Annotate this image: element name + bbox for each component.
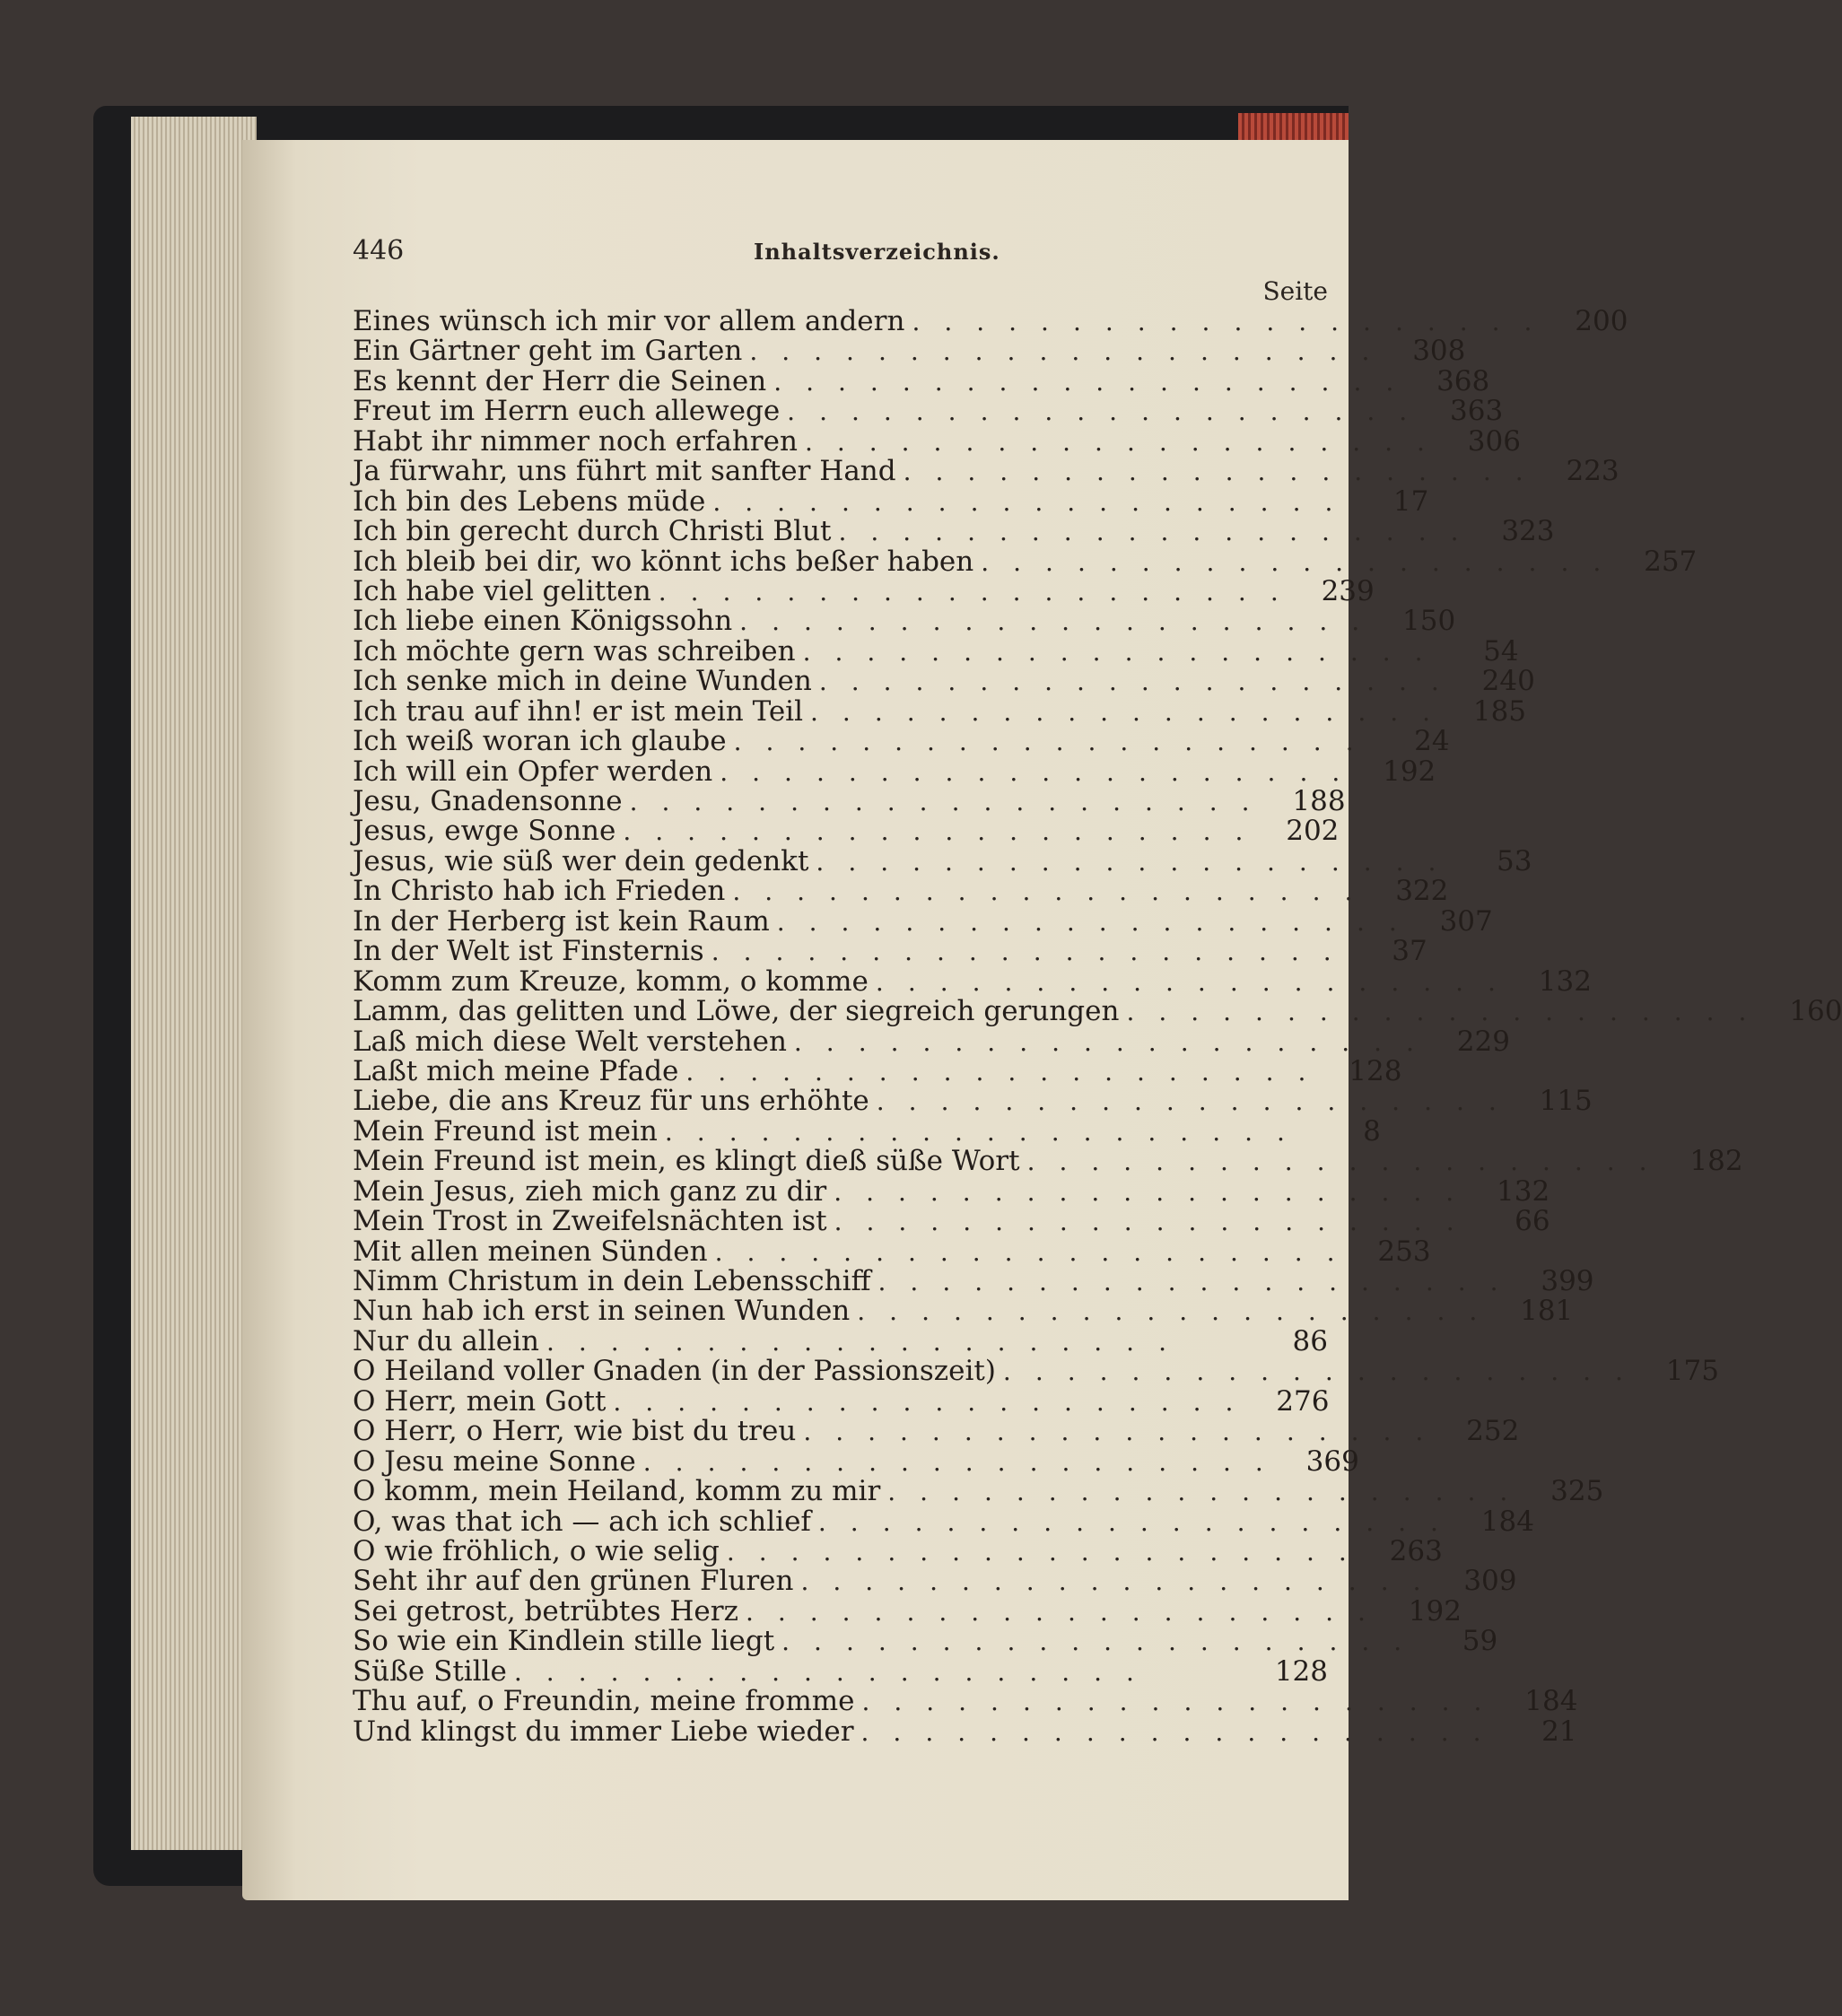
toc-entry-title: Jesus, ewge Sonne	[353, 815, 616, 848]
toc-entry-page: 21	[1541, 1715, 1577, 1748]
toc-entry	[353, 1295, 1574, 1328]
dot-leader: ....................	[720, 756, 1365, 787]
dot-leader: ....................	[773, 366, 1419, 397]
toc-entry-title: Ich bleib bei dir, wo könnt ichs beßer haben	[353, 545, 974, 578]
toc-entry-title: Mein Trost in Zweifelsnächten ist	[353, 1205, 827, 1238]
toc-entry	[353, 634, 1519, 668]
dot-leader: ....................	[745, 1596, 1390, 1627]
toc-entry-page: 185	[1472, 694, 1527, 728]
toc-entry-title: Ich liebe einen Königssohn	[353, 605, 733, 638]
toc-entry-title: Mein Freund ist mein	[353, 1114, 658, 1148]
toc-entry-page: 86	[1292, 1324, 1328, 1357]
toc-entry	[353, 605, 1456, 638]
toc-entry-page: 59	[1462, 1625, 1498, 1658]
dot-leader: ....................	[664, 1116, 1309, 1147]
toc-entry-page: 308	[1412, 335, 1466, 368]
toc-entry	[353, 484, 1429, 518]
toc-entry	[353, 1145, 1743, 1178]
dot-leader: ....................	[513, 1656, 1158, 1687]
toc-entry-title: Ich bin des Lebens müde	[353, 484, 706, 518]
toc-entry-page: 132	[1538, 964, 1592, 998]
toc-entry-title: Nur du allein	[353, 1324, 539, 1357]
toc-entry	[353, 1654, 1328, 1688]
toc-entry	[353, 1235, 1431, 1268]
page-header	[353, 235, 1322, 271]
toc-entry-title: Laßt mich meine Pfade	[353, 1054, 679, 1087]
toc-entry-page: 175	[1665, 1355, 1719, 1388]
toc-entry-title: O Herr, o Herr, wie bist du treu	[353, 1415, 797, 1448]
toc-entry	[353, 1534, 1443, 1567]
dot-leader: ....................	[800, 1567, 1445, 1597]
dot-leader: ....................	[623, 816, 1268, 847]
toc-entry-page: 257	[1644, 545, 1698, 578]
toc-entry-page: 399	[1541, 1265, 1594, 1297]
toc-entry-page: 115	[1539, 1085, 1593, 1118]
toc-entry-title: Komm zum Kreuze, komm, o komme	[353, 964, 869, 998]
dot-leader: ....................	[1002, 1357, 1647, 1387]
toc-entry-title: Laß mich diese Welt verstehen	[353, 1025, 787, 1058]
toc-entry	[353, 1685, 1578, 1718]
toc-entry-title: In der Welt ist Finsternis	[353, 935, 704, 968]
toc-entry	[353, 725, 1450, 758]
toc-entry	[353, 694, 1527, 728]
toc-entry-page: 184	[1480, 1505, 1534, 1538]
toc-entry-title: Liebe, die ans Kreuz für uns erhöhte	[353, 1085, 869, 1118]
dot-leader: ....................	[802, 636, 1447, 667]
toc-entry	[353, 1205, 1550, 1238]
dot-leader: ....................	[787, 397, 1432, 427]
toc-entry-page: 128	[1274, 1654, 1328, 1688]
toc-entry-page: 37	[1392, 935, 1427, 968]
toc-entry	[353, 815, 1340, 848]
toc-entry-page: 150	[1402, 605, 1456, 638]
dot-leader: ....................	[546, 1326, 1191, 1357]
dot-leader: ....................	[712, 486, 1357, 517]
toc-entry	[353, 1114, 1381, 1148]
toc-entry-title: Ich trau auf ihn! er ist mein Teil	[353, 694, 804, 728]
toc-entry-page: 181	[1520, 1295, 1574, 1328]
page-column-label: Seite	[1262, 276, 1328, 306]
toc-entry	[353, 935, 1427, 968]
toc-entry-title: Seht ihr auf den grünen Fluren	[353, 1565, 794, 1598]
toc-entry-title: Und klingst du immer Liebe wieder	[353, 1715, 854, 1748]
bookmark-ribbon	[1238, 113, 1349, 140]
toc-entry-page: 309	[1463, 1565, 1517, 1598]
toc-entry-page: 192	[1383, 755, 1436, 788]
dot-leader: ....................	[817, 1506, 1462, 1537]
dot-leader: ....................	[838, 517, 1483, 547]
dot-leader: ....................	[781, 1627, 1427, 1657]
toc-entry	[353, 995, 1842, 1028]
toc-entry-page: 17	[1392, 484, 1429, 518]
toc-entry	[353, 574, 1375, 607]
toc-entry-title: Habt ihr nimmer noch erfahren	[353, 424, 798, 458]
toc-entry-title: Thu auf, o Freundin, meine fromme	[353, 1685, 855, 1718]
dot-leader: ....................	[810, 696, 1455, 727]
toc-entry-title: Jesus, wie süß wer dein gedenkt	[353, 844, 809, 877]
toc-entry	[353, 1054, 1402, 1087]
dot-leader: ....................	[860, 1716, 1506, 1747]
toc-entry-page: 192	[1408, 1594, 1462, 1628]
dot-leader: ....................	[903, 457, 1548, 487]
toc-entry-page: 253	[1377, 1235, 1431, 1268]
toc-entry	[353, 964, 1592, 998]
toc-entry-page: 182	[1689, 1145, 1743, 1178]
dot-leader: ....................	[776, 906, 1421, 937]
toc-entry	[353, 1265, 1594, 1297]
toc-entry	[353, 1505, 1534, 1538]
toc-entry-page: 66	[1515, 1205, 1550, 1238]
toc-entry-title: O, was that ich — ach ich schlief	[353, 1505, 811, 1538]
dot-leader: ....................	[1126, 997, 1771, 1027]
toc-entry	[353, 1355, 1719, 1388]
toc-entry-page: 53	[1496, 844, 1532, 877]
toc-entry-page: 54	[1483, 634, 1519, 668]
toc-entry	[353, 545, 1698, 578]
dot-leader: ....................	[642, 1446, 1288, 1477]
toc-entry	[353, 1174, 1550, 1208]
toc-entry	[353, 335, 1466, 368]
toc-entry-page: 323	[1501, 515, 1555, 548]
toc-entry	[353, 1085, 1593, 1118]
page-number: 446	[353, 235, 405, 266]
toc-entry-title: Ich weiß woran ich glaube	[353, 725, 727, 758]
dot-leader: ....................	[857, 1296, 1502, 1327]
toc-entry-title: Ich bin gerecht durch Christi Blut	[353, 515, 832, 548]
dot-leader: ....................	[875, 966, 1520, 997]
dot-leader: ....................	[861, 1687, 1506, 1717]
dot-leader: ....................	[1026, 1147, 1672, 1177]
toc-entry-title: In Christo hab ich Frieden	[353, 875, 726, 908]
toc-entry-title: Nimm Christum in dein Lebensschiff	[353, 1265, 871, 1297]
toc-entry-title: Jesu, Gnadensonne	[353, 785, 623, 817]
dot-leader: ....................	[793, 1026, 1438, 1057]
toc-entry-page: 160	[1789, 995, 1842, 1028]
toc-entry-title: Es kennt der Herr die Seinen	[353, 364, 767, 397]
toc-entry-title: Ich habe viel gelitten	[353, 574, 651, 607]
toc-entry-title: Mein Jesus, zieh mich ganz zu dir	[353, 1174, 827, 1208]
toc-entry-title: So wie ein Kindlein stille liegt	[353, 1625, 775, 1658]
toc-entry-page: 24	[1414, 725, 1450, 758]
toc-entry-page: 263	[1389, 1534, 1443, 1567]
toc-entry	[353, 1324, 1328, 1357]
toc-entry	[353, 1565, 1517, 1598]
toc-entry	[353, 665, 1535, 698]
toc-entry-page: 184	[1524, 1685, 1578, 1718]
dot-leader: ....................	[816, 846, 1461, 877]
toc-entry-page: 363	[1450, 395, 1504, 428]
toc-entry	[353, 1594, 1462, 1628]
toc-entry	[353, 515, 1555, 548]
toc-entry-page: 132	[1497, 1174, 1550, 1208]
toc-entry-page: 8	[1363, 1114, 1381, 1148]
toc-entry-title: O Herr, mein Gott	[353, 1384, 607, 1418]
toc-entry-page: 223	[1566, 455, 1619, 488]
toc-entry	[353, 424, 1521, 458]
toc-entry-title: Süße Stille	[353, 1654, 507, 1688]
toc-entry-title: In der Herberg ist kein Raum	[353, 904, 770, 938]
toc-entry	[353, 875, 1449, 908]
toc-entry-title: Ich will ein Opfer werden	[353, 755, 713, 788]
toc-entry-title: Freut im Herrn euch allewege	[353, 395, 781, 428]
toc-entry-page: 128	[1349, 1054, 1402, 1087]
dot-leader: ....................	[818, 667, 1463, 697]
dot-leader: ....................	[726, 1536, 1371, 1567]
toc-entry-page: 188	[1292, 785, 1346, 817]
dot-leader: ....................	[804, 426, 1449, 457]
toc-entry-title: Ja fürwahr, uns führt mit sanfter Hand	[353, 455, 896, 488]
toc-entry-page: 307	[1439, 904, 1493, 938]
toc-entry	[353, 1384, 1330, 1418]
toc-entry	[353, 844, 1532, 877]
toc-entry	[353, 785, 1346, 817]
toc-entry-title: O wie fröhlich, o wie selig	[353, 1534, 720, 1567]
dot-leader: ....................	[711, 937, 1356, 967]
toc-entry-title: Nun hab ich erst in seinen Wunden	[353, 1295, 851, 1328]
toc-entry-page: 200	[1575, 305, 1628, 337]
toc-entry	[353, 755, 1436, 788]
toc-entry-title: Ich senke mich in deine Wunden	[353, 665, 812, 698]
toc-entry-title: O komm, mein Heiland, komm zu mir	[353, 1475, 881, 1508]
table-of-contents	[353, 305, 1842, 1748]
dot-leader: ....................	[876, 1087, 1521, 1117]
toc-entry	[353, 1025, 1510, 1058]
toc-entry-page: 229	[1456, 1025, 1510, 1058]
dot-leader: ....................	[733, 727, 1378, 757]
dot-leader: ....................	[749, 336, 1394, 367]
toc-entry	[353, 1415, 1520, 1448]
toc-entry	[353, 1444, 1359, 1478]
toc-entry	[353, 1475, 1604, 1508]
toc-entry-page: 276	[1276, 1384, 1330, 1418]
toc-entry-title: Ein Gärtner geht im Garten	[353, 335, 743, 368]
toc-entry	[353, 364, 1490, 397]
dot-leader: ....................	[685, 1056, 1331, 1087]
toc-entry-page: 240	[1481, 665, 1535, 698]
toc-entry-title: Ich möchte gern was schreiben	[353, 634, 796, 668]
dot-leader: ....................	[714, 1236, 1359, 1267]
page-edges	[131, 117, 257, 1850]
toc-entry	[353, 395, 1504, 428]
toc-entry	[353, 1715, 1577, 1748]
toc-entry	[353, 1625, 1498, 1658]
toc-entry-page: 252	[1466, 1415, 1520, 1448]
toc-entry-page: 368	[1436, 364, 1490, 397]
toc-entry-page: 239	[1321, 574, 1375, 607]
dot-leader: ....................	[739, 607, 1384, 637]
dot-leader: ....................	[732, 877, 1377, 907]
dot-leader: ....................	[981, 546, 1626, 577]
toc-entry-title: Sei getrost, betrübtes Herz	[353, 1594, 738, 1628]
dot-leader: ....................	[834, 1176, 1479, 1207]
dot-leader: ....................	[629, 787, 1274, 816]
toc-entry-page: 325	[1550, 1475, 1604, 1508]
toc-entry	[353, 305, 1628, 337]
dot-leader: ....................	[887, 1477, 1532, 1507]
toc-entry-page: 369	[1305, 1444, 1359, 1478]
toc-entry	[353, 904, 1493, 938]
dot-leader: ....................	[803, 1417, 1448, 1447]
toc-entry-title: Lamm, das gelitten und Löwe, der siegreich gerungen	[353, 995, 1120, 1028]
toc-entry-title: O Jesu meine Sonne	[353, 1444, 636, 1478]
dot-leader: ....................	[877, 1267, 1523, 1296]
toc-entry-title: Eines wünsch ich mir vor allem andern	[353, 305, 905, 337]
dot-leader: ....................	[658, 576, 1303, 607]
dot-leader: ....................	[912, 307, 1557, 336]
toc-entry-page: 306	[1467, 424, 1521, 458]
toc-entry-title: Mein Freund ist mein, es klingt dieß süße Wort	[353, 1145, 1020, 1178]
dot-leader: ....................	[613, 1386, 1258, 1417]
toc-entry-page: 322	[1395, 875, 1449, 908]
toc-entry-page: 202	[1286, 815, 1340, 848]
toc-entry-title: Mit allen meinen Sünden	[353, 1235, 708, 1268]
toc-entry-title: O Heiland voller Gnaden (in der Passionszeit)	[353, 1355, 996, 1388]
running-title: Inhaltsverzeichnis.	[754, 239, 1000, 265]
dot-leader: ....................	[834, 1207, 1479, 1237]
toc-entry	[353, 455, 1619, 488]
